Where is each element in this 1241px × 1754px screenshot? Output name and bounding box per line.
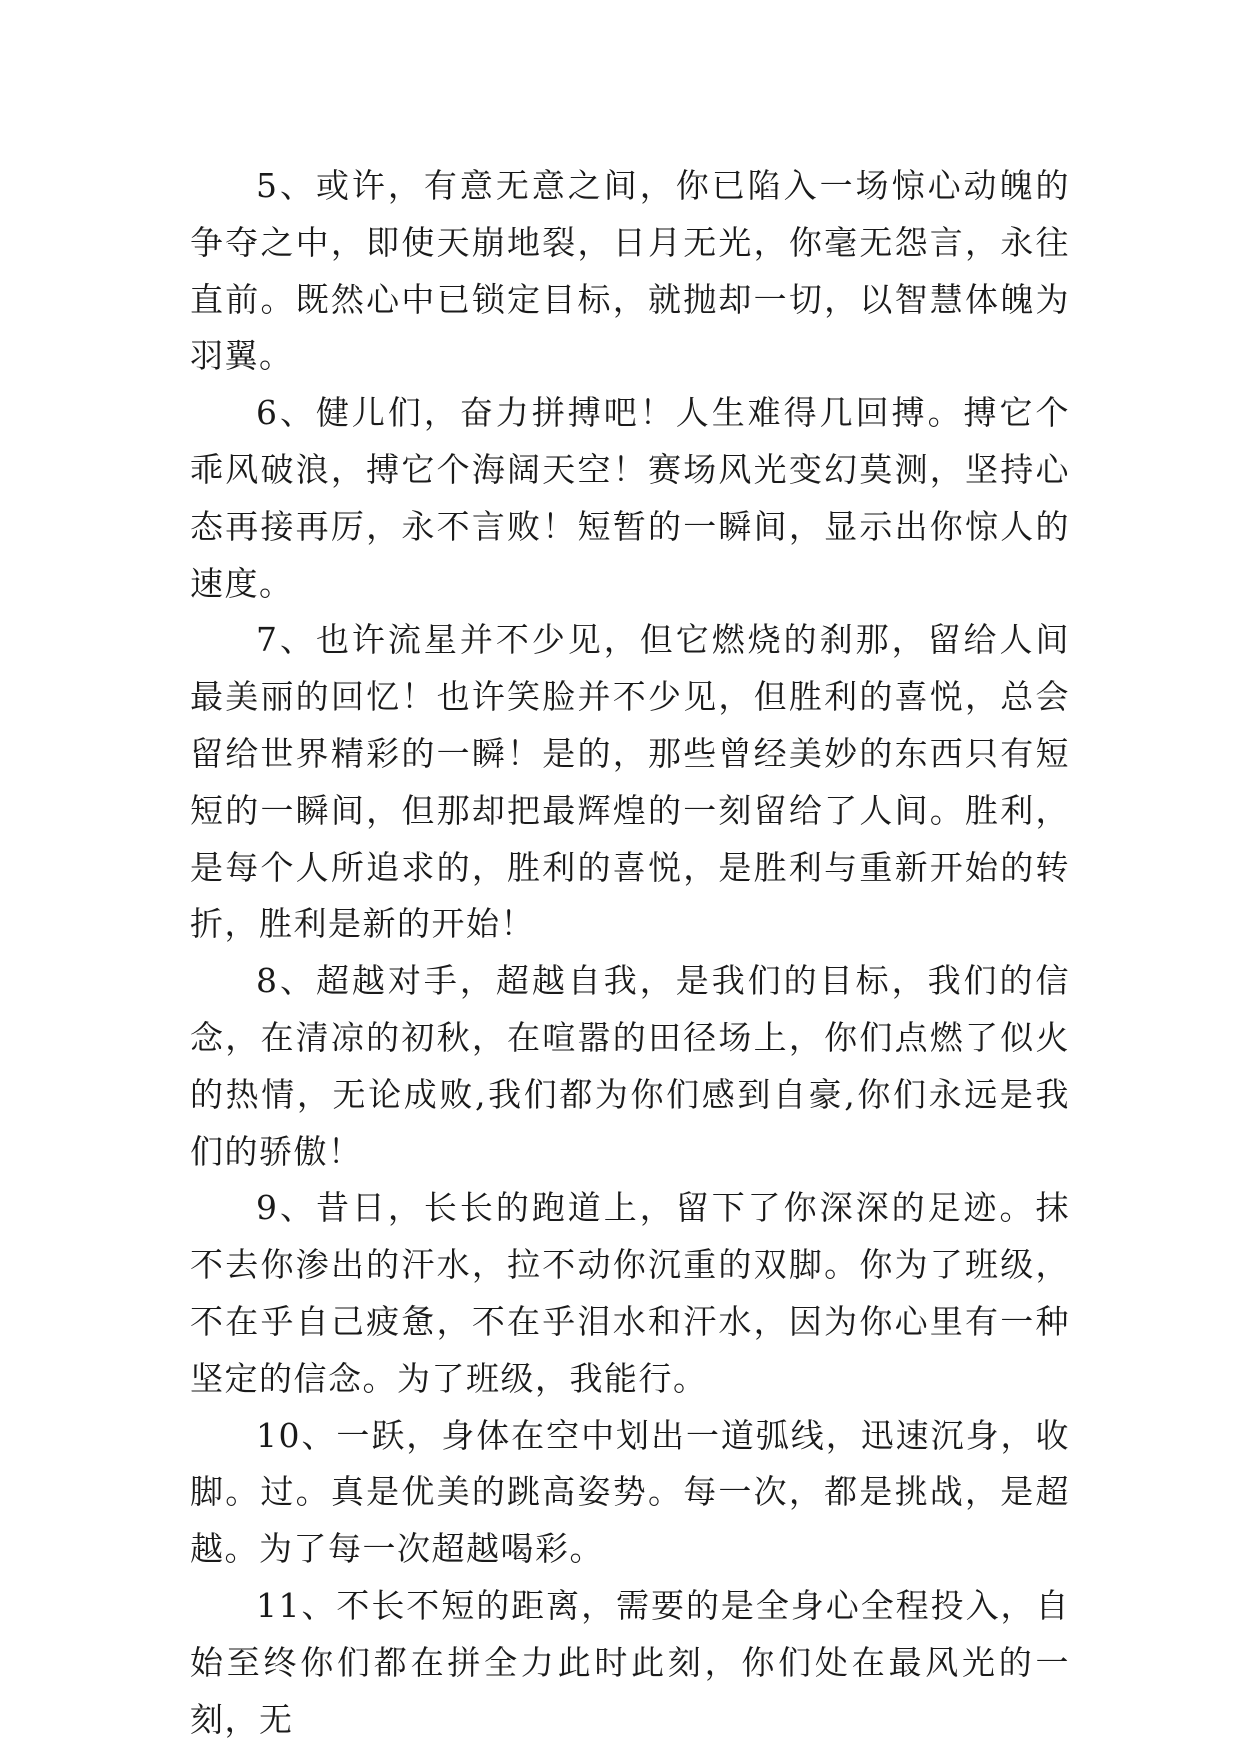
paragraph-7: 7、也许流星并不少见，但它燃烧的刹那，留给人间最美丽的回忆！也许笑脸并不少见，但胜利的喜悦，总会留给世界精彩的一瞬！是的，那些曾经美妙的东西只有短短的一瞬间，但那却把最辉煌的一刻留给了人间。胜利，是每个人所追求的，胜利的喜悦，是胜利与重新开始的转折，胜利是新的开始！	[190, 620, 1070, 944]
paragraph-11: 11、不长不短的距离，需要的是全身心全程投入，自始至终你们都在拼全力此时此刻，你们处在最风光的一刻，无	[190, 1585, 1070, 1739]
paragraph-5: 5、或许，有意无意之间，你已陷入一场惊心动魄的争夺之中，即使天崩地裂，日月无光，你毫无怨言，永往直前。既然心中已锁定目标，就抛却一切，以智慧体魄为羽翼。	[190, 166, 1070, 376]
paragraph-9: 9、昔日，长长的跑道上，留下了你深深的足迹。抹不去你渗出的汗水，拉不动你沉重的双脚。你为了班级，不在乎自己疲惫，不在乎泪水和汗水，因为你心里有一种坚定的信念。为了班级，我能行。	[190, 1188, 1070, 1398]
paragraph-10: 10、一跃，身体在空中划出一道弧线，迅速沉身，收脚。过。真是优美的跳高姿势。每一次，都是挑战，是超越。为了每一次超越喝彩。	[190, 1415, 1070, 1569]
paragraph-6: 6、健儿们，奋力拼搏吧！人生难得几回搏。搏它个乖风破浪，搏它个海阔天空！赛场风光变幻莫测，坚持心态再接再厉，永不言败！短暂的一瞬间，显示出你惊人的速度。	[190, 393, 1070, 603]
document-body	[190, 158, 1070, 1748]
paragraph-8: 8、超越对手，超越自我，是我们的目标，我们的信念，在清凉的初秋，在喧嚣的田径场上，你们点燃了似火的热情，无论成败,我们都为你们感到自豪,你们永远是我们的骄傲！	[190, 961, 1070, 1171]
